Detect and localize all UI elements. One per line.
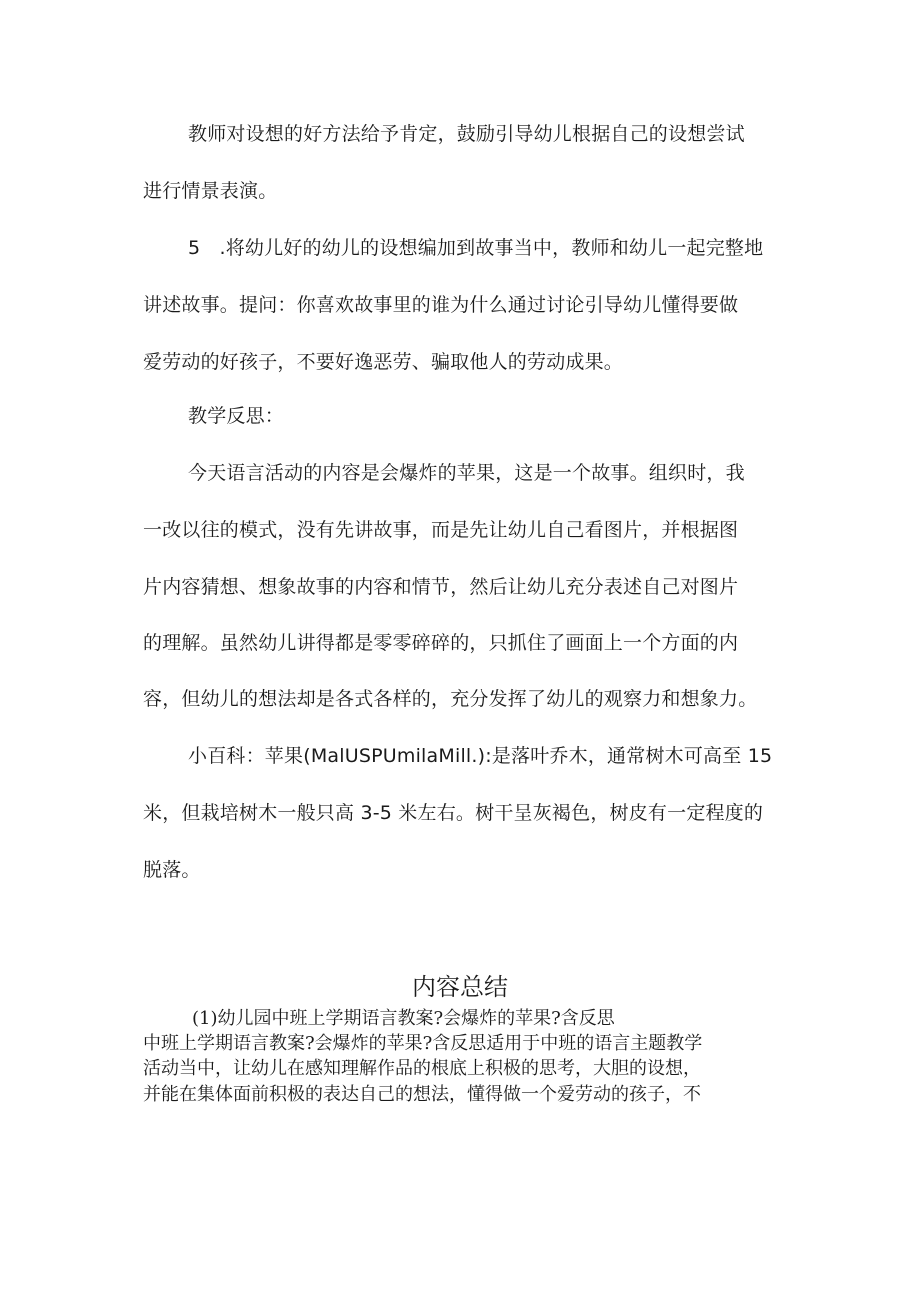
paragraph-line: 小百科：苹果(MalUSPUmilaMill.):是落叶乔木，通常树木可高至 15 <box>188 745 773 767</box>
paragraph-line: 容，但幼儿的想法却是各式各样的，充分发挥了幼儿的观察力和想象力。 <box>143 688 758 710</box>
summary-line: 并能在集体面前积极的表达自己的想法，懂得做一个爱劳动的孩子，不 <box>143 1084 701 1105</box>
summary-line: 中班上学期语言教案?会爆炸的苹果?含反思适用于中班的语言主题教学 <box>143 1033 703 1054</box>
summary-line: 活动当中，让幼儿在感知理解作品的根底上积极的思考，大胆的设想， <box>143 1058 701 1079</box>
section-heading: 教学反思： <box>188 405 285 427</box>
paragraph-line: 今天语言活动的内容是会爆炸的苹果，这是一个故事。组织时，我 <box>188 462 745 484</box>
paragraph-line: 片内容猜想、想象故事的内容和情节，然后让幼儿充分表述自己对图片 <box>143 576 739 598</box>
paragraph-line: 一改以往的模式，没有先讲故事，而是先让幼儿自己看图片，并根据图 <box>143 519 739 541</box>
paragraph-line: 爱劳动的好孩子，不要好逸恶劳、骗取他人的劳动成果。 <box>143 351 624 373</box>
summary-line: (1)幼儿园中班上学期语言教案?会爆炸的苹果?含反思 <box>192 1008 615 1029</box>
paragraph-line: 的理解。虽然幼儿讲得都是零零碎碎的，只抓住了画面上一个方面的内 <box>143 632 739 654</box>
paragraph-line: 进行情景表演。 <box>143 180 278 202</box>
paragraph-line: 脱落。 <box>143 859 201 881</box>
summary-title: 内容总结 <box>412 973 508 1001</box>
paragraph-line: 5 .将幼儿好的幼儿的设想编加到故事当中，教师和幼儿一起完整地 <box>188 237 764 259</box>
paragraph-line: 教师对设想的好方法给予肯定，鼓励引导幼儿根据自己的设想尝试 <box>188 123 745 145</box>
paragraph-line: 讲述故事。提问：你喜欢故事里的谁为什么通过讨论引导幼儿懂得要做 <box>143 294 739 316</box>
paragraph-line: 米，但栽培树木一般只高 3-5 米左右。树干呈灰褐色，树皮有一定程度的 <box>143 802 764 824</box>
